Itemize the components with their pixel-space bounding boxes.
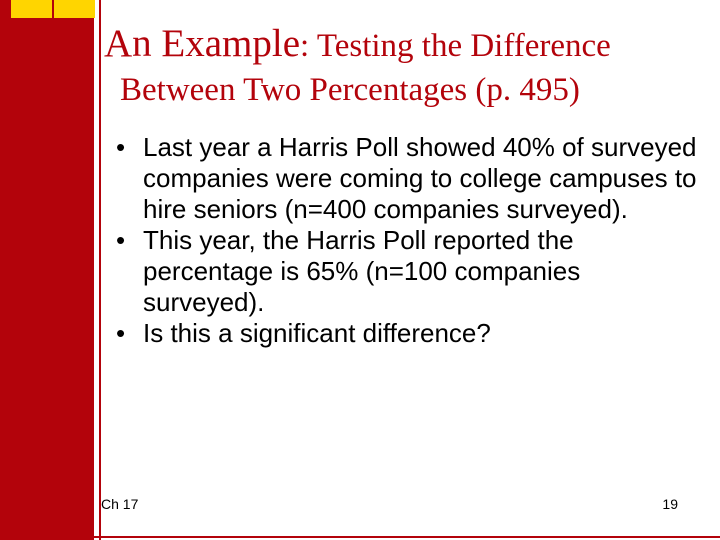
bullet-list [116, 132, 706, 349]
slide-title [104, 20, 716, 112]
title-emphasis: An Example [104, 22, 301, 65]
bullet-text: Is this a significant difference? [143, 318, 491, 348]
bullet-text: This year, the Harris Poll reported the percentage is 65% (n=100 companies surveyed). [143, 225, 581, 317]
bullet-icon: • [116, 132, 126, 162]
vertical-divider-line [99, 0, 101, 540]
title-line-2: Between Two Percentages (p. 495) [120, 72, 580, 108]
title-subject: : Testing the Difference [300, 28, 611, 64]
left-decorative-bar [0, 0, 94, 540]
top-accent-square-left [11, 0, 52, 18]
bullet-item-poll-this-year [116, 225, 706, 318]
footer-chapter-label: Ch 17 [101, 496, 139, 512]
bullet-icon: • [116, 225, 126, 255]
bullet-text: Last year a Harris Poll showed 40% of surveyed companies were coming to college campuses to hire seniors (n=400 companies surveyed). [143, 132, 697, 224]
footer-page-number: 19 [662, 496, 678, 512]
bullet-icon: • [116, 318, 126, 348]
bullet-item-poll-last-year [116, 132, 706, 225]
bullet-item-question [116, 318, 706, 349]
bottom-divider-line [0, 536, 720, 538]
title-line-1 [104, 20, 716, 68]
top-accent-square-right [54, 0, 95, 18]
